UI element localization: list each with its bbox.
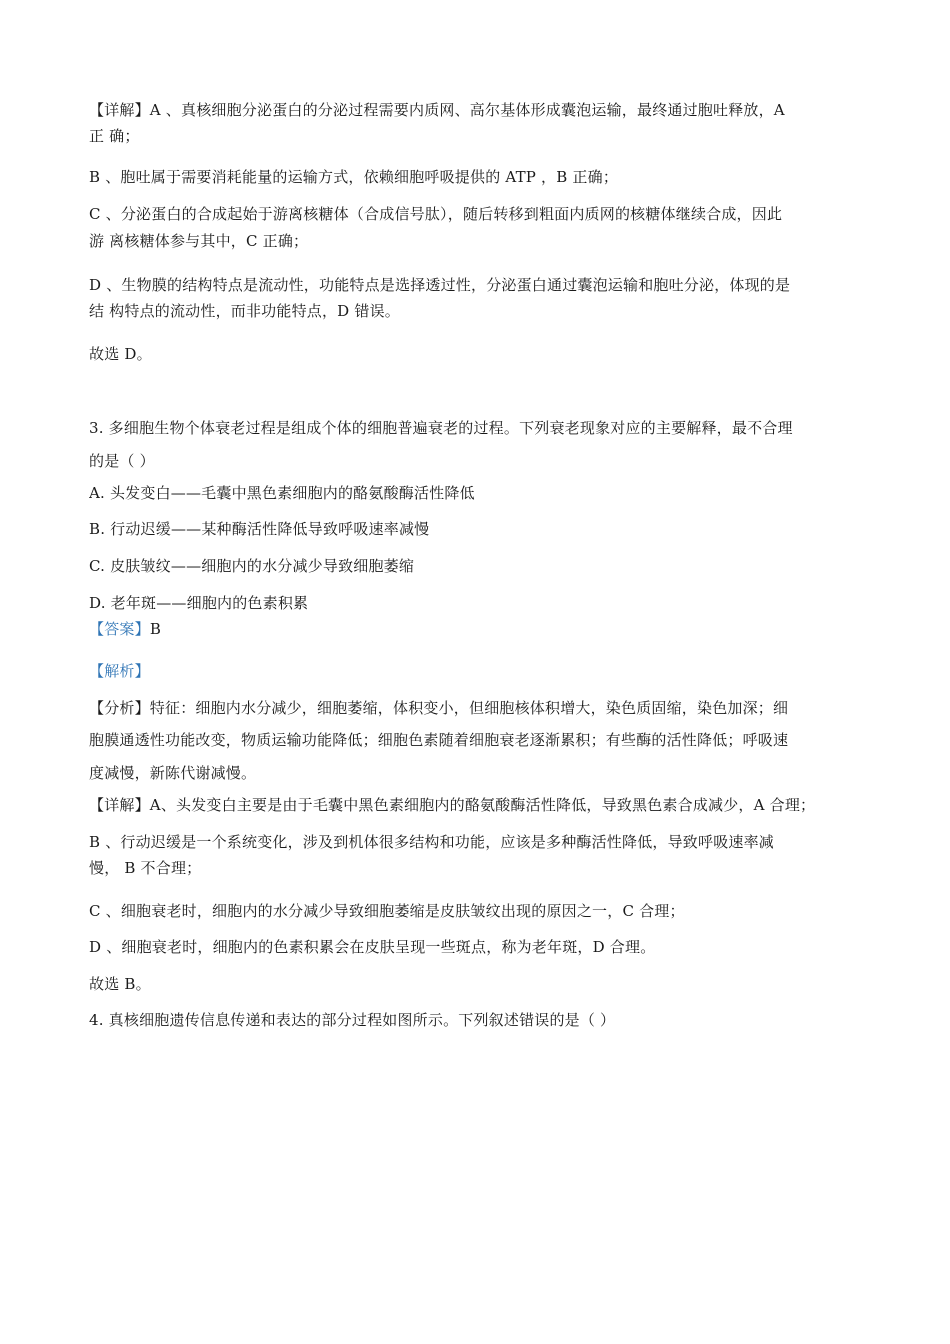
answer-line: [89, 619, 860, 640]
text-line: 故选 D。: [89, 345, 152, 363]
analysis-line: [89, 661, 860, 682]
text-line: B 、行动迟缓是一个系统变化，涉及到机体很多结构和功能，应该是多种酶活性降低，导致呼吸速率减: [89, 833, 774, 851]
option-a: A. 头发变白——毛囊中黑色素细胞内的酪氨酸酶活性降低: [89, 484, 475, 502]
option-c: C. 皮肤皱纹——细胞内的水分减少导致细胞萎缩: [89, 557, 415, 575]
text-line: 正 确；: [89, 127, 140, 145]
text-line: 故选 B。: [89, 975, 151, 993]
analysis-label: 【解析】: [89, 662, 150, 680]
text-line: 【详解】A、头发变白主要是由于毛囊中黑色素细胞内的酪氨酸酶活性降低，导致黑色素合成减少，A 合理；: [89, 796, 816, 814]
option-d: D. 老年斑——细胞内的色素积累: [89, 594, 309, 612]
option-b: B. 行动迟缓——某种酶活性降低导致呼吸速率减慢: [89, 520, 430, 538]
text-line: 【详解】A 、真核细胞分泌蛋白的分泌过程需要内质网、高尔基体形成囊泡运输，最终通过胞吐释放，A: [89, 101, 785, 119]
text-line: 度减慢，新陈代谢减慢。: [89, 764, 257, 782]
answer-label: 【答案】: [89, 620, 150, 638]
text-line: C 、细胞衰老时，细胞内的水分减少导致细胞萎缩是皮肤皱纹出现的原因之一，C 合理；: [89, 902, 685, 920]
text-line: B 、胞吐属于需要消耗能量的运输方式，依赖细胞呼吸提供的 ATP ，B 正确；: [89, 168, 619, 186]
text-line: D 、细胞衰老时，细胞内的色素积累会在皮肤呈现一些斑点，称为老年斑，D 合理。: [89, 938, 656, 956]
text-line: 游 离核糖体参与其中，C 正确；: [89, 232, 309, 250]
text-line: D 、生物膜的结构特点是流动性，功能特点是选择透过性，分泌蛋白通过囊泡运输和胞吐分泌，体现的是: [89, 276, 791, 294]
question-stem: 4. 真核细胞遗传信息传递和表达的部分过程如图所示。下列叙述错误的是（ ）: [89, 1011, 616, 1029]
text-line: 胞膜通透性功能改变，物质运输功能降低；细胞色素随着细胞衰老逐渐累积；有些酶的活性降低；呼吸速: [89, 731, 789, 749]
answer-value: B: [149, 620, 162, 638]
text-line: 慢， B 不合理；: [89, 859, 202, 877]
text-line: 【分析】特征：细胞内水分减少，细胞萎缩，体积变小，但细胞核体积增大，染色质固缩，染色加深；细: [89, 699, 789, 717]
text-line: C 、分泌蛋白的合成起始于游离核糖体（合成信号肽），随后转移到粗面内质网的核糖体继续合成，因此: [89, 205, 783, 223]
question-stem: 的是（ ）: [89, 452, 155, 470]
question-stem: 3. 多细胞生物个体衰老过程是组成个体的细胞普遍衰老的过程。下列衰老现象对应的主要解释，最不合理: [89, 419, 793, 437]
text-line: 结 构特点的流动性，而非功能特点，D 错误。: [89, 302, 400, 320]
